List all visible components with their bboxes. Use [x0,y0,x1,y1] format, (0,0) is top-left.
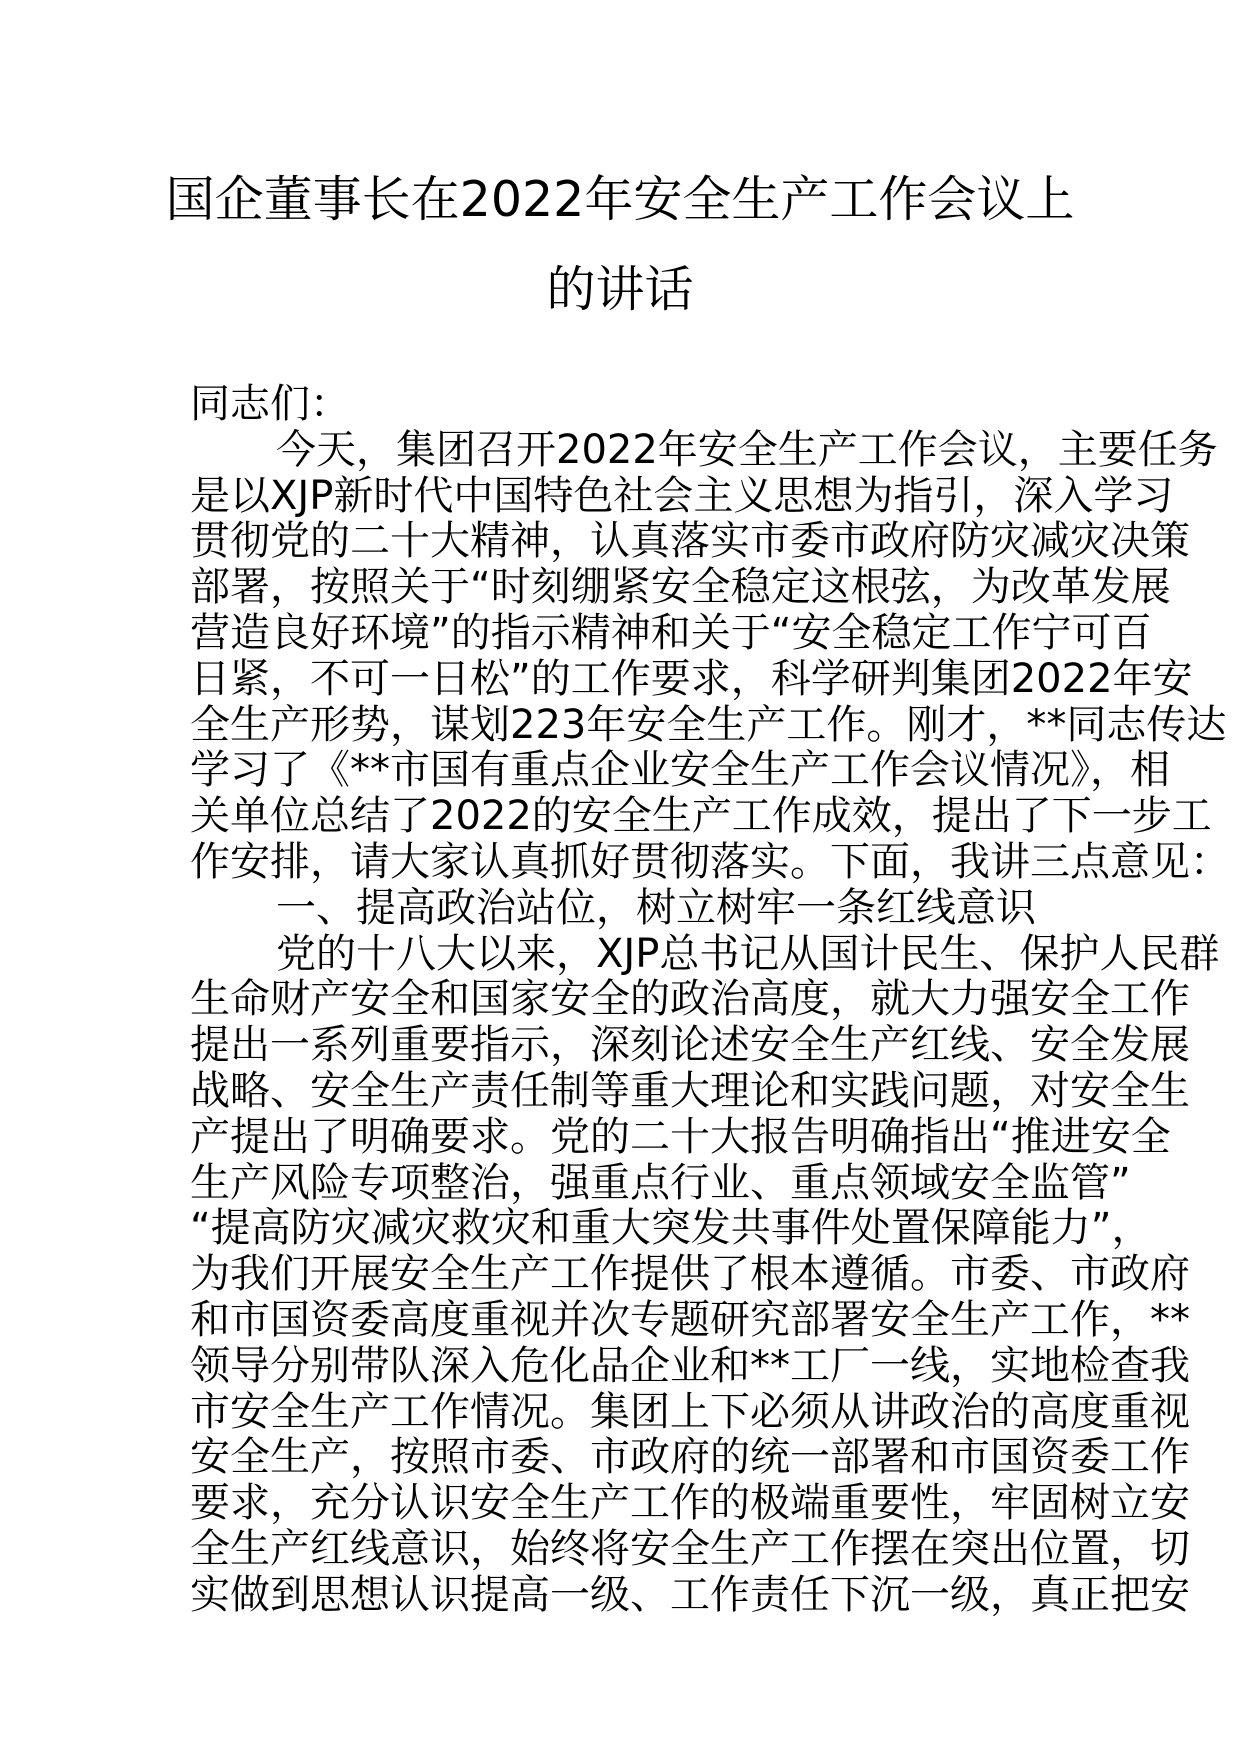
paragraph [190,426,1230,886]
text-line: 今天，集团召开2022年安全生产工作会议，主要任务 [276,426,1218,473]
text-line: 全生产红线意识，始终将安全生产工作摆在突出位置，切 [190,1525,1190,1572]
text-line: 为我们开展安全生产工作提供了根本遵循。市委、市政府 [190,1251,1190,1298]
text-line: 营造良好环境”的指示精神和关于“安全稳定工作宁可百 [190,609,1152,656]
text-line: 贯彻党的二十大精神，认真落实市委市政府防灾减灾决策 [190,518,1190,565]
salutation [190,382,1058,428]
document-title-line-1: 国企董事长在2022年安全生产工作会议上 [165,171,1075,228]
text-line: 同志们： [190,381,350,427]
text-line: 一、提高政治站位，树立树牢一条红线意识 [276,884,1036,931]
text-line: 党的十八大以来，XJP总书记从国计民生、保护人民群 [276,930,1220,977]
text-line: 产提出了明确要求。党的二十大报告明确指出“推进安全 [190,1113,1171,1160]
document-title-line-2: 的讲话 [546,261,694,318]
text-line: 领导分别带队深入危化品企业和**工厂一线，实地检查我 [190,1342,1190,1389]
text-line: 关单位总结了2022的安全生产工作成效，提出了下一步工 [190,793,1212,840]
text-line: “提高防灾减灾救灾和重大突发共事件处置保障能力”， [190,1205,1152,1252]
text-line: 日紧，不可一日松”的工作要求，科学研判集团2022年安 [190,655,1193,702]
document-body [190,381,1230,1619]
text-line: 市安全生产工作情况。集团上下必须从讲政治的高度重视 [190,1388,1190,1435]
text-line: 部署，按照关于“时刻绷紧安全稳定这根弦，为改革发展 [190,564,1171,611]
text-line: 作安排，请大家认真抓好贯彻落实。下面，我讲三点意见： [190,838,1230,885]
text-line: 生产风险专项整治，强重点行业、重点领域安全监管” [190,1159,1131,1206]
text-line: 要求，充分认识安全生产工作的极端重要性，牢固树立安 [190,1480,1190,1527]
text-line: 学习了《**市国有重点企业安全生产工作会议情况》，相 [190,747,1170,794]
text-line: 实做到思想认识提高一级、工作责任下沉一级，真正把安 [190,1571,1190,1618]
paragraph [190,930,1220,1619]
text-line: 提出一系列重要指示，深刻论述安全生产红线、安全发展 [190,1022,1190,1069]
text-line: 生命财产安全和国家安全的政治高度，就大力强安全工作 [190,976,1190,1023]
text-line: 安全生产，按照市委、市政府的统一部署和市国资委工作 [190,1434,1190,1481]
section-heading [190,886,1058,932]
text-line: 全生产形势，谋划223年安全生产工作。刚才，**同志传达 [190,701,1227,748]
text-line: 是以XJP新时代中国特色社会主义思想为指引，深入学习 [190,472,1174,519]
text-line: 战略、安全生产责任制等重大理论和实践问题，对安全生 [190,1067,1190,1114]
text-line: 和市国资委高度重视并次专题研究部署安全生产工作，** [190,1296,1190,1343]
